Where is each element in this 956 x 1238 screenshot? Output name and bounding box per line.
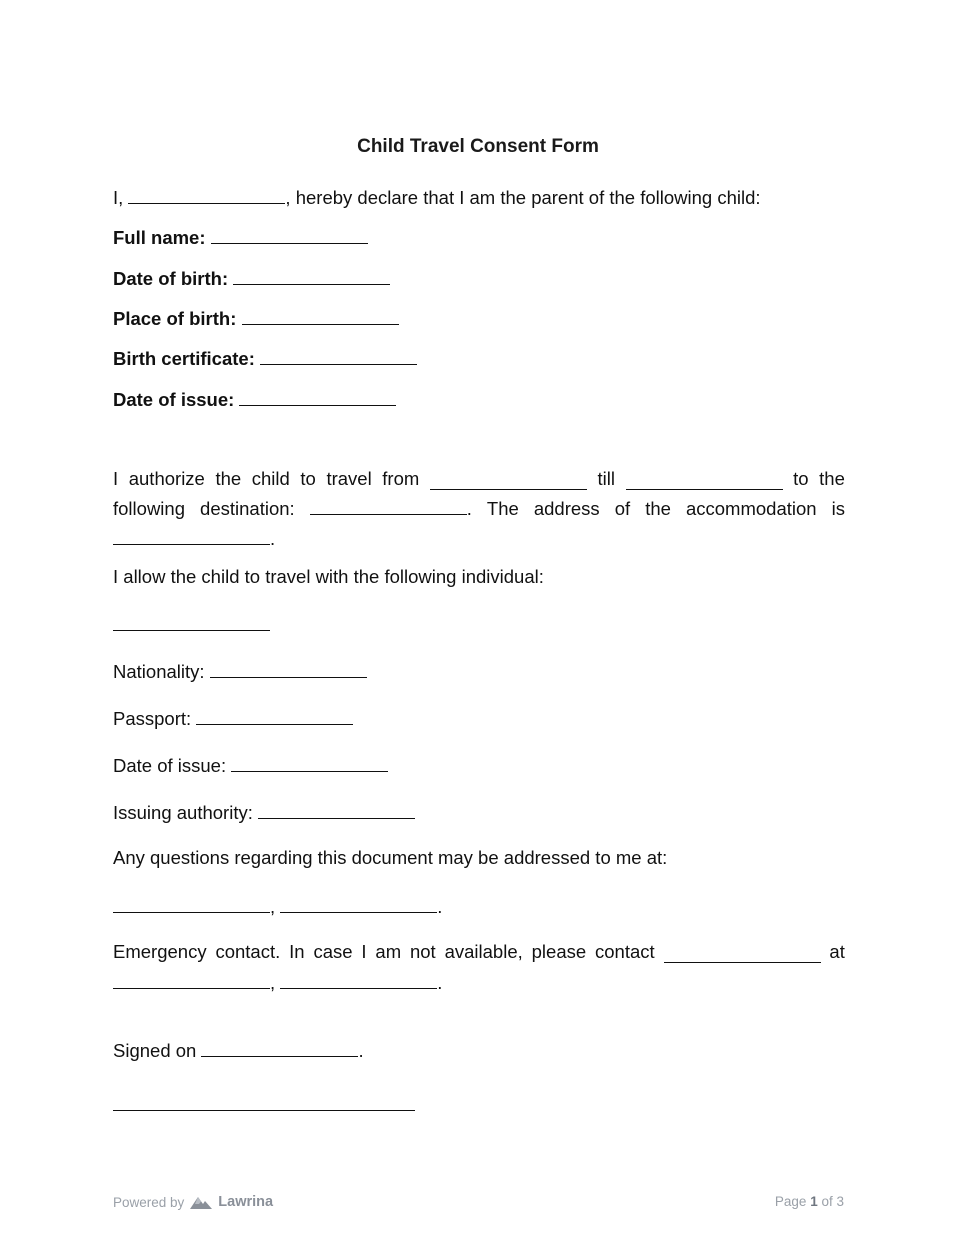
word: is bbox=[831, 498, 845, 519]
period: . bbox=[358, 1040, 364, 1061]
travel-with-text: I allow the child to travel with the following individual: bbox=[113, 566, 544, 587]
word: travel bbox=[326, 468, 372, 489]
word: child bbox=[251, 468, 290, 489]
word: from bbox=[382, 468, 420, 489]
word: case bbox=[313, 941, 353, 962]
individual-field-nationality bbox=[113, 659, 845, 683]
certificate-date-of-issue-blank[interactable] bbox=[239, 387, 396, 406]
word: In bbox=[289, 941, 305, 962]
child-field-birth-certificate bbox=[113, 346, 845, 370]
footer-powered-by bbox=[113, 1194, 273, 1210]
emergency-line-1 bbox=[113, 941, 845, 963]
field-label: Date of birth: bbox=[113, 268, 229, 289]
emergency-detail-1-blank[interactable] bbox=[113, 970, 270, 989]
issuing-authority-blank[interactable] bbox=[258, 800, 415, 819]
emergency-contact-name-blank[interactable] bbox=[664, 944, 821, 963]
word: of bbox=[614, 498, 631, 519]
date-of-birth-blank[interactable] bbox=[233, 266, 390, 285]
signed-on-line bbox=[113, 1038, 845, 1062]
word: contact bbox=[595, 941, 655, 962]
page-current: 1 bbox=[810, 1194, 818, 1209]
authorize-line-2 bbox=[113, 496, 845, 520]
word: the bbox=[215, 468, 242, 489]
field-label: Passport: bbox=[113, 708, 192, 729]
child-field-place-of-birth bbox=[113, 306, 845, 330]
authorize-line-3 bbox=[113, 526, 845, 550]
page-label: Page bbox=[774, 1194, 807, 1209]
destination-blank[interactable] bbox=[310, 496, 467, 515]
brand-name: Lawrina bbox=[218, 1194, 274, 1210]
word: to bbox=[300, 468, 316, 489]
field-label: Issuing authority: bbox=[113, 802, 253, 823]
page-title: Child Travel Consent Form bbox=[357, 136, 599, 157]
word: I bbox=[113, 468, 119, 489]
comma: , bbox=[270, 896, 276, 917]
contact-address-line bbox=[113, 894, 845, 918]
field-label: Place of birth: bbox=[113, 308, 237, 329]
declaration-suffix: , hereby declare that I am the parent of the following child: bbox=[285, 187, 761, 208]
child-field-date-of-issue bbox=[113, 387, 845, 411]
birth-certificate-blank[interactable] bbox=[260, 346, 417, 365]
word: . bbox=[466, 498, 472, 519]
word: destination: bbox=[200, 498, 295, 519]
word: the bbox=[819, 468, 845, 489]
word: authorize bbox=[128, 468, 205, 489]
field-label: Date of issue: bbox=[113, 755, 227, 776]
word: the bbox=[645, 498, 671, 519]
word: Emergency bbox=[113, 941, 207, 962]
word: to bbox=[793, 468, 809, 489]
word: accommodation bbox=[685, 498, 817, 519]
page-indicator bbox=[775, 1194, 844, 1209]
individual-field-issuing-authority bbox=[113, 800, 845, 824]
declaration-line bbox=[113, 185, 845, 209]
place-of-birth-blank[interactable] bbox=[242, 306, 399, 325]
emergency-detail-2-blank[interactable] bbox=[280, 970, 437, 989]
comma: , bbox=[270, 972, 276, 993]
child-field-full-name bbox=[113, 225, 845, 249]
powered-by-text: Powered by bbox=[113, 1194, 185, 1210]
field-label: Full name: bbox=[113, 227, 206, 248]
word: contact. bbox=[215, 941, 281, 962]
questions-text: Any questions regarding this document may be addressed to me at: bbox=[113, 847, 668, 868]
word: following bbox=[113, 498, 185, 519]
nationality-blank[interactable] bbox=[210, 659, 367, 678]
individual-field-passport bbox=[113, 706, 845, 730]
signature-line bbox=[113, 1092, 845, 1116]
child-field-date-of-birth bbox=[113, 266, 845, 290]
parent-name-blank[interactable] bbox=[128, 185, 285, 204]
word: till bbox=[597, 468, 615, 489]
travel-till-blank[interactable] bbox=[626, 471, 783, 490]
authorize-line-1 bbox=[113, 468, 845, 490]
page-total: of 3 bbox=[821, 1194, 844, 1209]
declaration-prefix: I, bbox=[113, 187, 124, 208]
word: . bbox=[270, 528, 276, 549]
accommodation-address-blank[interactable] bbox=[113, 526, 270, 545]
companion-name-line bbox=[113, 612, 845, 636]
word: please bbox=[531, 941, 587, 962]
field-label: Birth certificate: bbox=[113, 348, 255, 369]
word: The bbox=[486, 498, 519, 519]
lawrina-logo-icon bbox=[190, 1195, 212, 1209]
field-label: Nationality: bbox=[113, 661, 205, 682]
individual-field-date-of-issue bbox=[113, 753, 845, 777]
full-name-blank[interactable] bbox=[211, 225, 368, 244]
contact-detail-2-blank[interactable] bbox=[280, 894, 437, 913]
signature-blank[interactable] bbox=[113, 1092, 415, 1111]
period: . bbox=[437, 896, 443, 917]
emergency-line-2 bbox=[113, 970, 845, 994]
word: am bbox=[375, 941, 402, 962]
signed-date-blank[interactable] bbox=[201, 1038, 358, 1057]
passport-date-of-issue-blank[interactable] bbox=[231, 753, 388, 772]
destination-group bbox=[310, 496, 472, 520]
word: not bbox=[409, 941, 436, 962]
contact-detail-1-blank[interactable] bbox=[113, 894, 270, 913]
travel-from-blank[interactable] bbox=[430, 471, 587, 490]
companion-name-blank[interactable] bbox=[113, 612, 270, 631]
signed-on-label: Signed on bbox=[113, 1040, 197, 1061]
word: address bbox=[533, 498, 600, 519]
word: at bbox=[829, 941, 845, 962]
word: I bbox=[361, 941, 367, 962]
passport-blank[interactable] bbox=[196, 706, 353, 725]
word: available, bbox=[444, 941, 523, 962]
period: . bbox=[437, 972, 443, 993]
field-label: Date of issue: bbox=[113, 389, 235, 410]
